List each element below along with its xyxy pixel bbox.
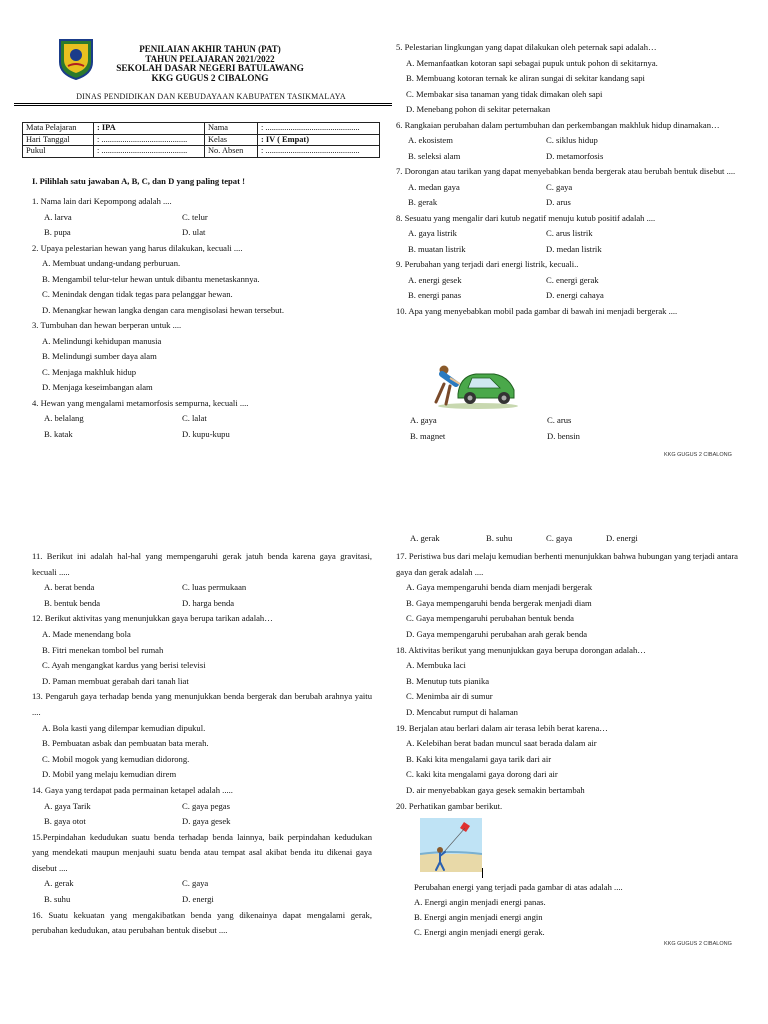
- option-row: [32, 580, 372, 596]
- option[interactable]: A. Melindungi kehidupan manusia: [42, 335, 162, 346]
- option[interactable]: B. Energi angin menjadi energi angin: [414, 912, 543, 922]
- option[interactable]: C. Menimba air di sumur: [406, 691, 493, 702]
- header-kkg: KKG GUGUS 2 CIBALONG: [151, 74, 269, 84]
- info-value: : IV ( Empat): [258, 134, 380, 146]
- question: [396, 40, 738, 118]
- option[interactable]: C. Membakar sisa tanaman yang tidak dimakan oleh sapi: [406, 88, 603, 99]
- question: [396, 643, 738, 721]
- option[interactable]: D. kupu-kupu: [182, 428, 230, 439]
- header: [100, 44, 320, 84]
- option[interactable]: C. gaya: [546, 181, 573, 192]
- questions-page2-left: [32, 549, 372, 939]
- option[interactable]: D. air menyebabkan gaya gesek semakin bertambah: [406, 784, 585, 795]
- option-row: [32, 411, 372, 427]
- option-row: [410, 413, 740, 429]
- question-text: 11. Berikut ini adalah hal-hal yang mempengaruhi gerak jatuh benda karena gaya gravitasi, kecuali .....: [32, 551, 372, 577]
- option[interactable]: B. Fitri menekan tombol bel rumah: [42, 644, 164, 655]
- question-text: 5. Pelestarian lingkungan yang dapat dilakukan oleh peternak sapi adalah…: [396, 42, 657, 52]
- option[interactable]: C. Mobil mogok yang kemudian didorong.: [42, 753, 190, 764]
- option-row: [32, 892, 372, 908]
- question: [32, 908, 372, 939]
- option[interactable]: B. bentuk benda: [44, 597, 101, 608]
- option[interactable]: B. Membuang kotoran ternak ke aliran sungai di sekitar kandang sapi: [406, 73, 645, 83]
- question: [396, 549, 738, 643]
- info-label: Pukul: [23, 146, 94, 158]
- question: [32, 194, 372, 241]
- header-year: TAHUN PELAJARAN 2021/2022: [145, 54, 275, 64]
- question-text: 17. Peristiwa bus dari melaju kemudian berhenti menunjukkan bahwa hubungan yang terjadi antara gaya dan gerak adalah ....: [396, 551, 738, 577]
- option[interactable]: B. gaya otot: [44, 816, 86, 827]
- option[interactable]: B. magnet: [410, 430, 446, 441]
- option[interactable]: D. Menebang pohon di sekitar peternakan: [406, 104, 551, 114]
- question-text: 16. Suatu kekuatan yang mengakibatkan benda yang dikenainya dapat mengalami gerak, perubahan kedudukan, atau perubahan bentuk disebut ....: [32, 909, 372, 936]
- option[interactable]: C. Gaya mempengaruhi perubahan bentuk benda: [406, 613, 574, 624]
- info-value[interactable]: : .............................................: [258, 123, 380, 135]
- option-row: [32, 225, 372, 241]
- question-text: 4. Hewan yang mengalami metamorfosis sempurna, kecuali ....: [32, 397, 249, 408]
- option-row: [396, 288, 738, 304]
- option[interactable]: D. medan listrik: [546, 243, 602, 254]
- info-label: Kelas: [205, 134, 258, 146]
- header-school: SEKOLAH DASAR NEGERI BATULAWANG: [116, 64, 304, 74]
- option[interactable]: D. Mencabut rumput di halaman: [406, 706, 518, 717]
- option[interactable]: B. muatan listrik: [408, 243, 466, 254]
- question: [396, 211, 738, 258]
- question: [32, 241, 372, 319]
- info-label: Hari Tanggal: [23, 134, 94, 146]
- option[interactable]: D. Menangkar hewan langka dengan cara mengisolasi hewan tersebut.: [42, 304, 284, 315]
- questions-page1-left: [32, 194, 372, 442]
- option[interactable]: B. Mengambil telur-telur hewan untuk dibantu menetaskannya.: [42, 273, 260, 284]
- option[interactable]: A. gerak: [410, 533, 440, 543]
- question-text: 3. Tumbuhan dan hewan berperan untuk ....: [32, 320, 182, 330]
- question-text: 7. Dorongan atau tarikan yang dapat menyebabkan benda bergerak atau berubah bentuk disebut ....: [396, 166, 736, 176]
- question-text: Perubahan energi yang terjadi pada gambar di atas adalah ....: [414, 882, 623, 892]
- option[interactable]: D. gaya gesek: [182, 816, 231, 827]
- question: [396, 164, 738, 211]
- option-row: [32, 427, 372, 443]
- option[interactable]: A. gaya: [410, 415, 437, 425]
- option[interactable]: B. seleksi alam: [408, 150, 461, 161]
- option-row: [396, 195, 738, 211]
- option[interactable]: A. Membuka laci: [406, 660, 466, 671]
- option[interactable]: A. berat benda: [44, 582, 95, 593]
- option[interactable]: A. ekosistem: [408, 135, 453, 145]
- option[interactable]: A. Energi angin menjadi energi panas.: [414, 897, 546, 907]
- option[interactable]: D. harga benda: [182, 597, 235, 608]
- option[interactable]: C. gaya: [182, 878, 209, 889]
- question-text: 20. Perhatikan gambar berikut.: [396, 800, 503, 811]
- question: [396, 304, 738, 320]
- option[interactable]: C. gaya pegas: [182, 800, 230, 811]
- info-value: : IPA: [94, 123, 205, 135]
- option[interactable]: D. energi cahaya: [546, 290, 604, 300]
- option-row: [32, 210, 372, 226]
- question-text: 13. Pengaruh gaya terhadap benda yang menunjukkan benda bergerak dan berubah arahnya yaitu ....: [32, 691, 372, 717]
- option[interactable]: A. Bola kasti yang dilempar kemudian dipukul.: [42, 722, 206, 733]
- option-row: [396, 133, 738, 149]
- option[interactable]: D. metamorfosis: [546, 150, 604, 161]
- question: [396, 721, 738, 799]
- question-text: 10. Apa yang menyebabkan mobil pada gambar di bawah ini menjadi bergerak ....: [396, 305, 678, 316]
- option[interactable]: C. Menjaga makhluk hidup: [42, 366, 137, 377]
- option[interactable]: D. Gaya mempengaruhi perubahan arah gerak benda: [406, 628, 588, 639]
- option[interactable]: D. energi: [606, 533, 638, 543]
- option[interactable]: A. Membuat undang-undang perburuan.: [42, 258, 181, 268]
- questions-page1-right: [396, 40, 738, 319]
- option[interactable]: C. kaki kita mengalami gaya dorong dari air: [406, 769, 558, 780]
- footer-page2: KKG GUGUS 2 CIBALONG: [664, 941, 732, 947]
- q20-text-cursor: [482, 868, 483, 878]
- question-text: 14. Gaya yang terdapat pada permainan ketapel adalah .....: [32, 784, 233, 795]
- option[interactable]: B. energi panas: [408, 290, 462, 300]
- option[interactable]: B. Menutup tuts pianika: [406, 675, 490, 686]
- option[interactable]: A. belalang: [44, 413, 84, 423]
- info-label: Mata Pelajaran: [23, 123, 94, 135]
- option[interactable]: C. gaya: [546, 533, 573, 543]
- option-row: [396, 242, 738, 258]
- option[interactable]: B. suhu: [44, 894, 71, 905]
- header-dinas: DINAS PENDIDIKAN DAN KEBUDAYAAN KABUPATEN TASIKMALAYA: [76, 92, 346, 101]
- option[interactable]: D. Mobil yang melaju kemudian direm: [42, 769, 177, 780]
- option-row: [396, 226, 738, 242]
- option-row: [396, 180, 738, 196]
- option[interactable]: C. Menindak dengan tidak tegas para pelanggar hewan.: [42, 289, 233, 299]
- option[interactable]: B. Pembuatan asbak dan pembuatan bata merah.: [42, 738, 209, 749]
- questions-page2-right: [396, 549, 738, 814]
- q10-options: [410, 413, 740, 444]
- option[interactable]: D. energi: [182, 894, 214, 905]
- info-value[interactable]: : .............................................: [258, 146, 380, 158]
- header-rule: [14, 103, 392, 106]
- option[interactable]: B. suhu: [486, 533, 513, 543]
- option[interactable]: D. Paman membuat gerabah dari tanah liat: [42, 675, 189, 686]
- option-row: [410, 429, 740, 445]
- info-label: No. Absen: [205, 146, 258, 158]
- q20-block: [414, 880, 744, 940]
- question: [32, 783, 372, 830]
- option[interactable]: A. medan gaya: [408, 181, 460, 192]
- option[interactable]: A. Gaya mempengaruhi benda diam menjadi bergerak: [406, 582, 593, 593]
- option[interactable]: A. Kelebihan berat badan muncul saat berada dalam air: [406, 738, 597, 749]
- option[interactable]: B. pupa: [44, 227, 71, 237]
- option-row: [396, 273, 738, 289]
- header-title: PENILAIAN AKHIR TAHUN (PAT): [139, 44, 281, 54]
- question-text: 1. Nama lain dari Kepompong adalah ....: [32, 196, 172, 206]
- option[interactable]: C. luas permukaan: [182, 582, 247, 593]
- option-row: [32, 814, 372, 830]
- question-text: 2. Upaya pelestarian hewan yang harus dilakukan, kecuali ....: [32, 242, 243, 253]
- option[interactable]: C. arus: [547, 415, 572, 425]
- option[interactable]: C. arus listrik: [546, 228, 593, 238]
- car-push-image: [428, 358, 518, 410]
- student-info-table: [22, 122, 380, 158]
- q-carry-options: [410, 533, 740, 549]
- option[interactable]: A. gerak: [44, 878, 74, 889]
- option[interactable]: A. gaya Tarik: [44, 800, 91, 811]
- option-row: [32, 876, 372, 892]
- question: [396, 257, 738, 304]
- option[interactable]: B. Gaya mempengaruhi benda bergerak menjadi diam: [406, 597, 592, 608]
- question: [32, 396, 372, 443]
- footer-page1: KKG GUGUS 2 CIBALONG: [664, 452, 732, 458]
- option-row: [32, 799, 372, 815]
- option[interactable]: B. Melindungi sumber daya alam: [42, 351, 157, 361]
- option[interactable]: B. gerak: [408, 197, 438, 207]
- school-logo: [58, 38, 94, 80]
- question-text: 19. Berjalan atau berlari dalam air terasa lebih berat karena…: [396, 722, 608, 733]
- info-value[interactable]: : .........................................: [94, 146, 205, 158]
- question-text: 6. Rangkaian perubahan dalam pertumbuhan dan perkembangan makhluk hidup dinamakan…: [396, 119, 720, 130]
- option[interactable]: D. bensin: [547, 430, 580, 441]
- instruction: I. Pilihlah satu jawaban A, B, C, dan D yang paling tepat !: [32, 176, 245, 186]
- option[interactable]: D. arus: [546, 197, 571, 207]
- info-value[interactable]: : .........................................: [94, 134, 205, 146]
- option[interactable]: B. katak: [44, 428, 73, 439]
- option[interactable]: C. siklus hidup: [546, 135, 598, 145]
- question: [396, 799, 738, 815]
- info-label: Nama: [205, 123, 258, 135]
- question: [32, 549, 372, 611]
- option-row: [32, 596, 372, 612]
- question-text: 12. Berikut aktivitas yang menunjukkan gaya berupa tarikan adalah…: [32, 613, 273, 624]
- question: [32, 318, 372, 396]
- option[interactable]: A. energi gesek: [408, 274, 462, 285]
- option[interactable]: A. Memanfaatkan kotoran sapi sebagai pupuk untuk pohon di sekitarnya.: [406, 57, 658, 68]
- question-text: 9. Perubahan yang terjadi dari energi listrik, kecuali..: [396, 259, 579, 269]
- option-row: [396, 149, 738, 165]
- option[interactable]: C. energi gerak: [546, 274, 599, 285]
- question: [396, 118, 738, 165]
- question: [32, 689, 372, 783]
- option[interactable]: A. Made menendang bola: [42, 628, 131, 639]
- question-text: 15.Perpindahan kedudukan suatu benda terhadap benda lainnya, baik perpindahan kedudukan yang mendekati maupun menjauhi suatu benda atau tempat asal akibat benda itu dikenai gaya disebut ....: [32, 831, 372, 873]
- option[interactable]: C. Ayah mengangkat kardus yang berisi televisi: [42, 660, 206, 671]
- option[interactable]: D. ulat: [182, 227, 206, 237]
- option[interactable]: C. lalat: [182, 413, 207, 423]
- question: [32, 830, 372, 908]
- option[interactable]: C. Energi angin menjadi energi gerak.: [414, 927, 545, 937]
- kite-image: [420, 818, 482, 872]
- question-text: 8. Sesuatu yang mengalir dari kutub negatif menuju kutub positif adalah ....: [396, 212, 656, 223]
- question-text: 18. Aktivitas berikut yang menunjukkan gaya berupa dorongan adalah…: [396, 644, 646, 655]
- option[interactable]: D. Menjaga keseimbangan alam: [42, 382, 153, 392]
- option[interactable]: C. telur: [182, 211, 208, 222]
- option[interactable]: A. gaya listrik: [408, 228, 457, 238]
- option[interactable]: A. larva: [44, 211, 72, 222]
- option[interactable]: B. Kaki kita mengalami gaya tarik dari air: [406, 753, 552, 764]
- question: [32, 611, 372, 689]
